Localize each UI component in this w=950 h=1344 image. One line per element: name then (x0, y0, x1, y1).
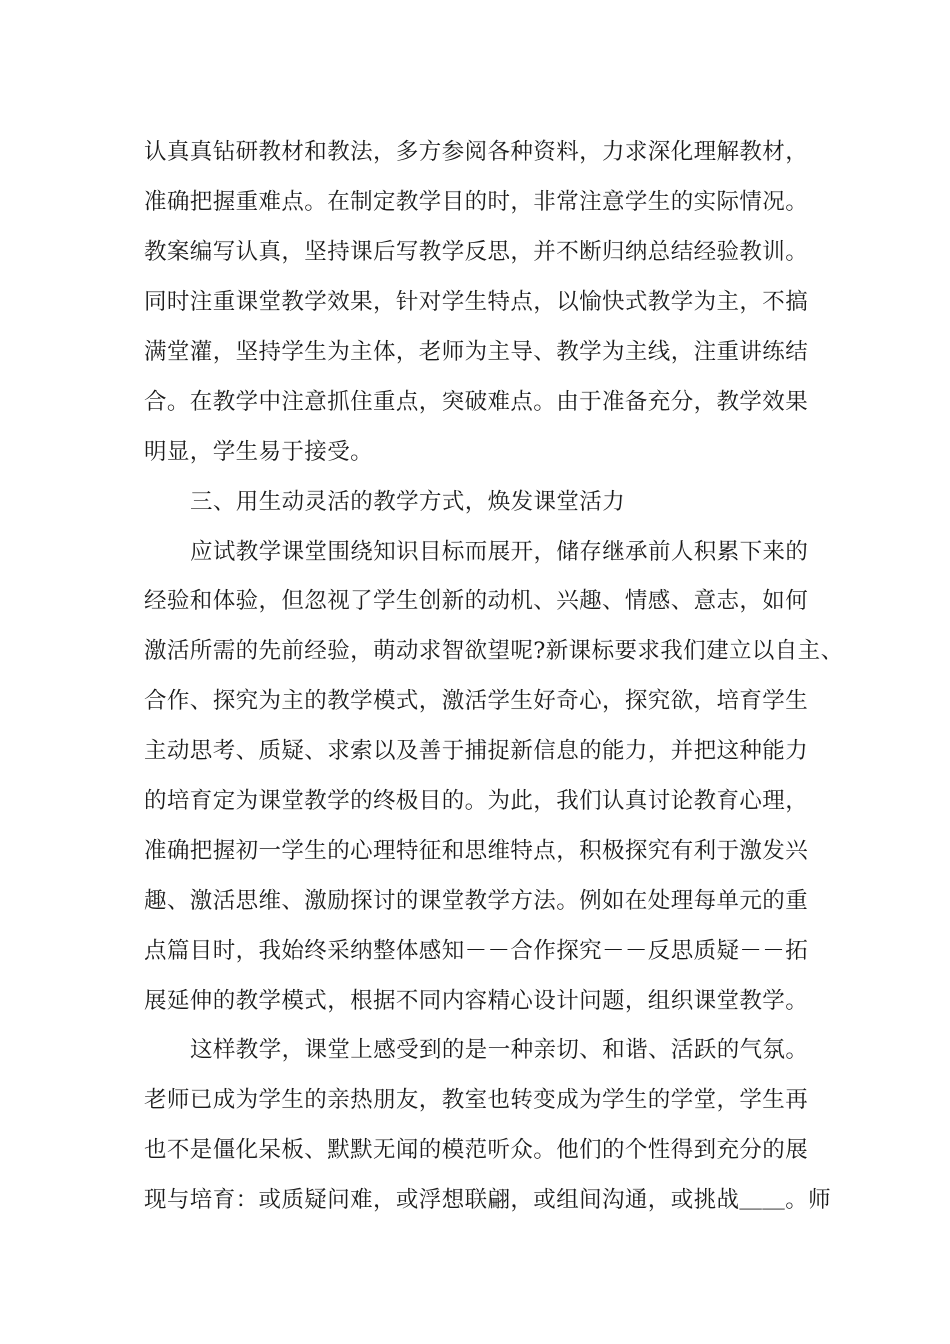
text-line: 点篇目时，我始终采纳整体感知－－合作探究－－反思质疑－－拓 (144, 938, 809, 964)
text-line: 明显，学生易于接受。 (144, 439, 374, 465)
text-line: 现与培育：或质疑问难，或浮想联翩，或组间沟通，或挑战＿＿。师 (144, 1187, 832, 1213)
text-line: 同时注重课堂教学效果，针对学生特点，以愉快式教学为主，不搞 (144, 289, 809, 315)
text-line: 合作、探究为主的教学模式，激活学生好奇心，探究欲，培育学生 (144, 688, 809, 714)
text-line: 也不是僵化呆板、默默无闻的模范听众。他们的个性得到充分的展 (144, 1137, 809, 1163)
text-line: 准确把握重难点。在制定教学目的时，非常注意学生的实际情况。 (144, 189, 809, 215)
text-line: 合。在教学中注意抓住重点，突破难点。由于准备充分，教学效果 (144, 389, 809, 415)
text-line: 展延伸的教学模式，根据不同内容精心设计问题，组织课堂教学。 (144, 988, 809, 1014)
text-line: 应试教学课堂围绕知识目标而展开，储存继承前人积累下来的 (190, 539, 809, 565)
text-line: 认真真钻研教材和教法，多方参阅各种资料，力求深化理解教材， (144, 139, 809, 165)
text-line: 教案编写认真，坚持课后写教学反思，并不断归纳总结经验教训。 (144, 239, 809, 265)
text-line: 满堂灌，坚持学生为主体，老师为主导、教学为主线，注重讲练结 (144, 339, 809, 365)
text-line: 老师已成为学生的亲热朋友，教室也转变成为学生的学堂，学生再 (144, 1087, 809, 1113)
text-line: 激活所需的先前经验，萌动求智欲望呢?新课标要求我们建立以自主、 (144, 638, 844, 664)
text-line: 准确把握初一学生的心理特征和思维特点，积极探究有利于激发兴 (144, 838, 809, 864)
section-heading: 三、用生动灵活的教学方式，焕发课堂活力 (190, 489, 626, 515)
text-line: 的培育定为课堂教学的终极目的。为此，我们认真讨论教育心理， (144, 788, 809, 814)
text-line: 趣、激活思维、激励探讨的课堂教学方法。例如在处理每单元的重 (144, 888, 809, 914)
text-line: 经验和体验，但忽视了学生创新的动机、兴趣、情感、意志，如何 (144, 588, 809, 614)
text-line: 主动思考、质疑、求索以及善于捕捉新信息的能力，并把这种能力 (144, 738, 809, 764)
text-line: 这样教学，课堂上感受到的是一种亲切、和谐、活跃的气氛。 (190, 1037, 809, 1063)
